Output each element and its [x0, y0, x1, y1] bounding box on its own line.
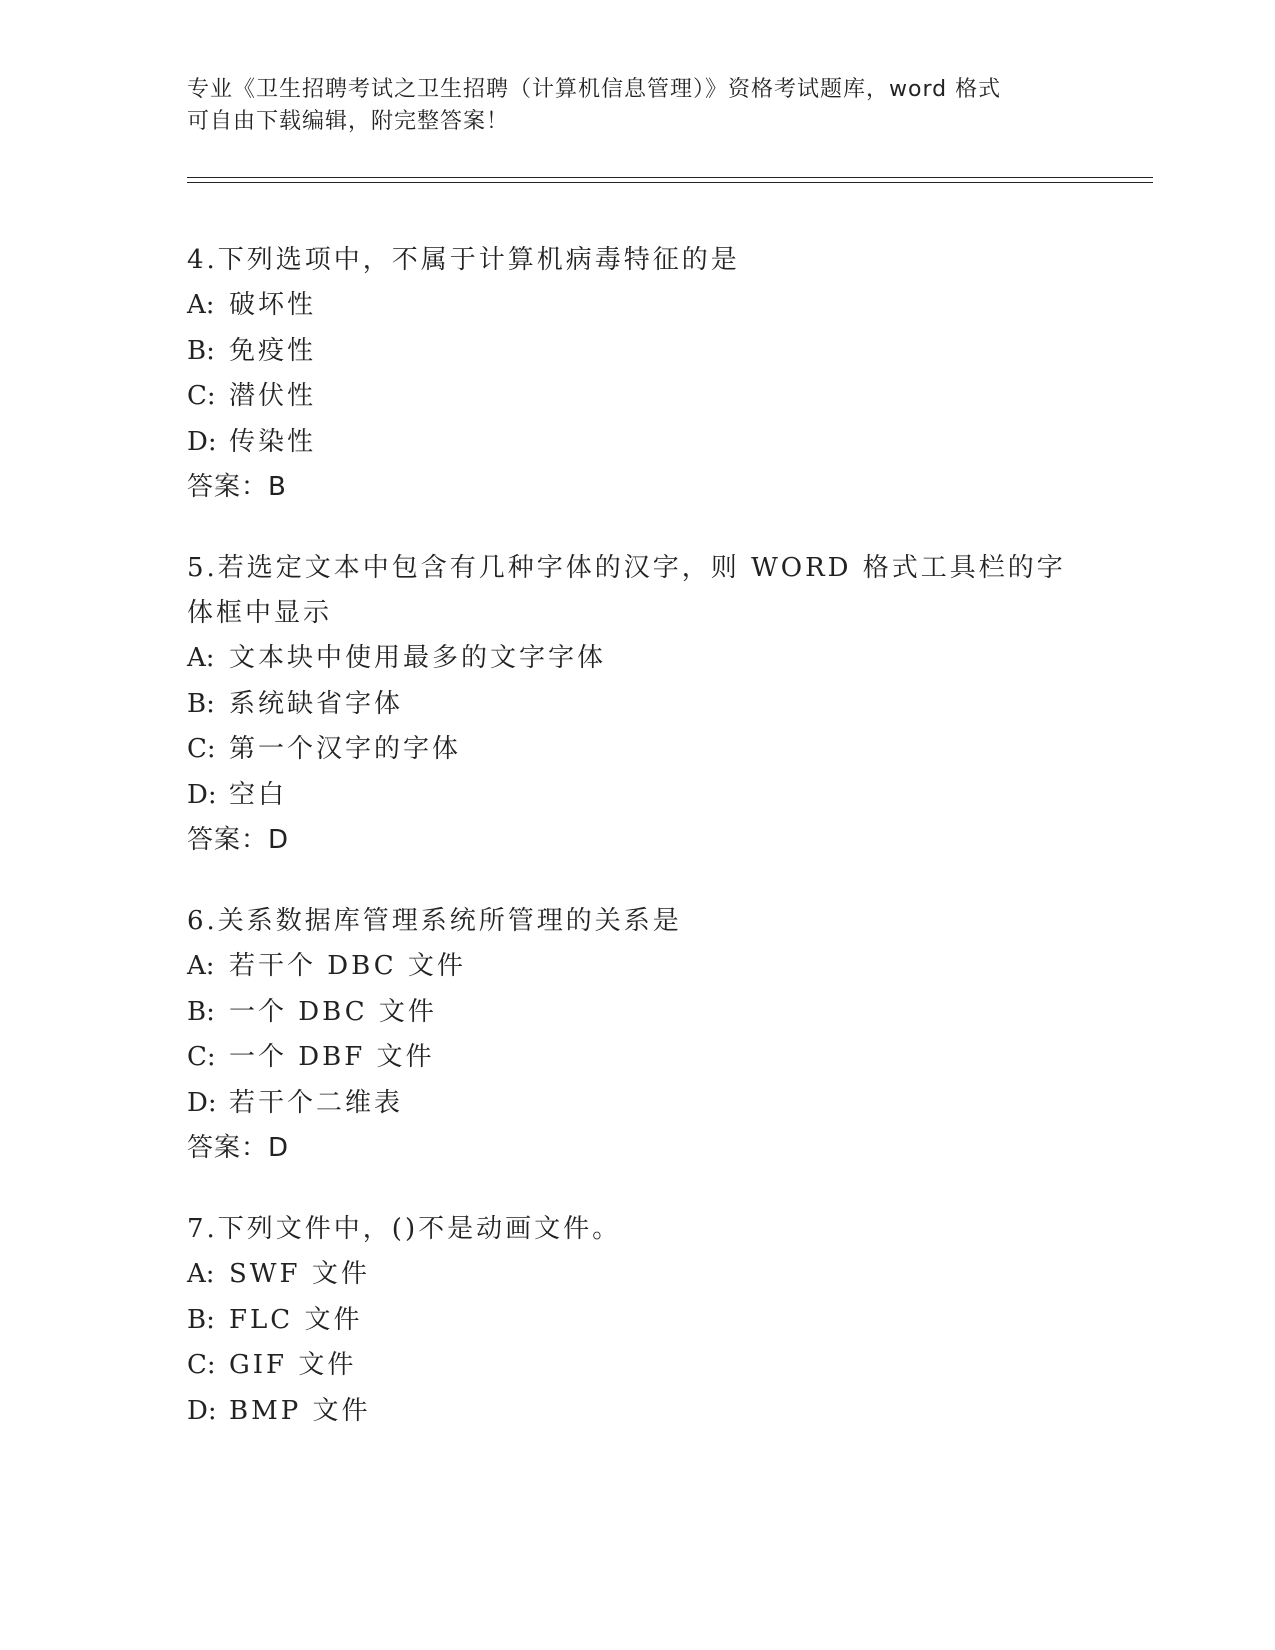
answer-label: 答案：D	[187, 1133, 290, 1163]
question-4	[187, 238, 1087, 510]
option-text: SWF 文件	[229, 1259, 370, 1289]
option-a	[187, 1252, 1087, 1298]
option-b	[187, 329, 1087, 375]
question-text: 5.若选定文本中包含有几种字体的汉字，则 WORD 格式工具栏的字体框中显示	[187, 553, 1066, 628]
option-letter: B:	[187, 1304, 215, 1335]
question-text: 4.下列选项中，不属于计算机病毒特征的是	[187, 245, 740, 275]
option-letter: C:	[187, 1042, 216, 1072]
option-text: 系统缺省字体	[229, 688, 404, 719]
option-text: 潜伏性	[229, 381, 317, 411]
option-letter: A:	[187, 1259, 215, 1289]
header-line-1: 专业《卫生招聘考试之卫生招聘（计算机信息管理）》资格考试题库，word 格式	[187, 77, 1002, 102]
option-d	[187, 420, 1087, 466]
question-list	[187, 238, 1087, 1470]
option-letter: A:	[187, 643, 215, 673]
option-a	[187, 283, 1087, 329]
option-text: 一个 DBF 文件	[229, 1042, 435, 1072]
option-text: 空白	[229, 779, 288, 810]
question-5	[187, 546, 1087, 863]
question-6	[187, 899, 1087, 1171]
option-d	[187, 1389, 1087, 1435]
option-letter: C:	[187, 734, 216, 764]
option-letter: D:	[187, 426, 217, 457]
option-letter: D:	[187, 1395, 217, 1426]
document-header	[187, 74, 1087, 138]
answer-label: 答案：D	[187, 825, 290, 855]
option-text: 传染性	[229, 426, 317, 457]
option-text: 文本块中使用最多的文字字体	[229, 643, 607, 673]
option-a	[187, 636, 1087, 682]
option-text: 免疫性	[229, 335, 317, 366]
option-letter: A:	[187, 951, 215, 981]
option-a	[187, 944, 1087, 990]
option-text: GIF 文件	[229, 1350, 357, 1380]
option-letter: C:	[187, 381, 216, 411]
option-letter: A:	[187, 290, 215, 320]
option-c	[187, 374, 1087, 420]
header-line-2: 可自由下载编辑，附完整答案！	[187, 109, 510, 134]
question-7	[187, 1207, 1087, 1434]
header-divider-top	[187, 177, 1153, 178]
question-text: 6.关系数据库管理系统所管理的关系是	[187, 906, 682, 936]
option-c	[187, 1035, 1087, 1081]
option-text: FLC 文件	[229, 1304, 363, 1335]
option-letter: C:	[187, 1350, 216, 1380]
option-text: 若干个 DBC 文件	[229, 951, 466, 981]
answer-label: 答案：B	[187, 472, 287, 502]
header-divider-bottom	[187, 182, 1153, 183]
option-b	[187, 990, 1087, 1036]
option-text: 破坏性	[229, 290, 317, 320]
option-letter: B:	[187, 335, 215, 366]
option-letter: D:	[187, 1087, 217, 1118]
option-text: BMP 文件	[229, 1395, 371, 1426]
option-c	[187, 1343, 1087, 1389]
option-b	[187, 682, 1087, 728]
option-text: 一个 DBC 文件	[229, 996, 437, 1027]
option-d	[187, 1081, 1087, 1127]
option-b	[187, 1298, 1087, 1344]
option-d	[187, 773, 1087, 819]
option-letter: B:	[187, 688, 215, 719]
option-letter: B:	[187, 996, 215, 1027]
option-c	[187, 727, 1087, 773]
question-text: 7.下列文件中，()不是动画文件。	[187, 1214, 622, 1244]
option-text: 第一个汉字的字体	[229, 734, 462, 764]
option-letter: D:	[187, 779, 217, 810]
option-text: 若干个二维表	[229, 1087, 404, 1118]
